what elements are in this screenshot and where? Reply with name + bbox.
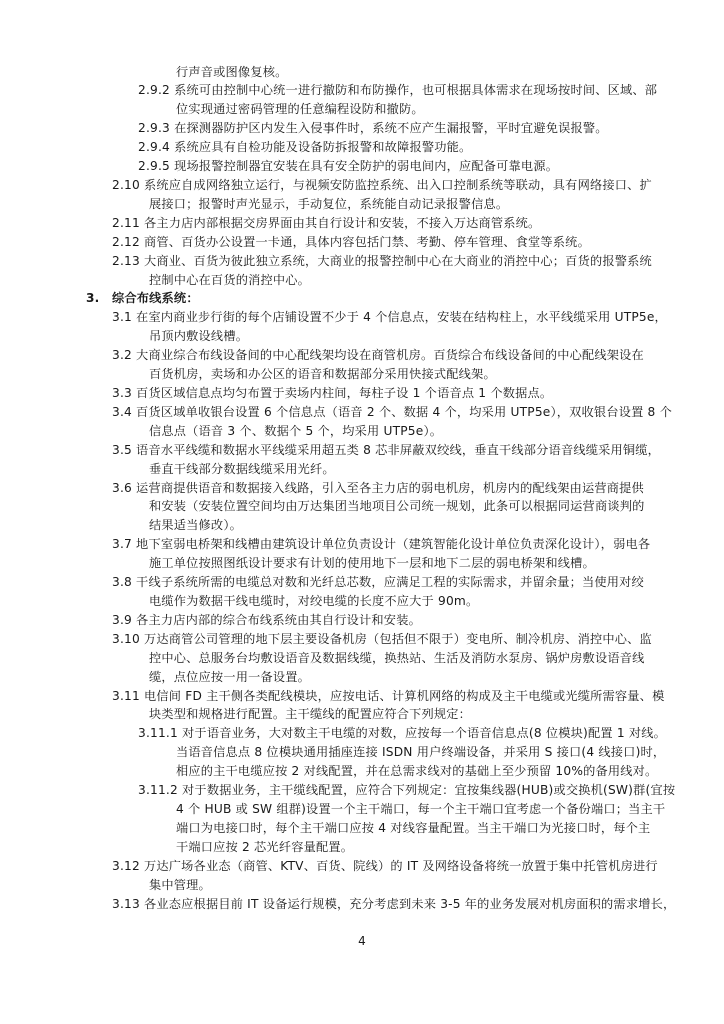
text-line: 端口为电接口时，每个主干端口应按 4 对线容量配置。当主干端口为光接口时，每个主 xyxy=(176,820,651,835)
text-line: 2.9.5 现场报警控制器宜安装在具有安全防护的弱电间内，应配备可靠电源。 xyxy=(138,159,559,174)
text-line: 百货机房，卖场和办公区的语音和数据部分采用快接式配线架。 xyxy=(149,367,496,382)
text-line: 3.7 地下室弱电桥架和线槽由建筑设计单位负责设计（建筑智能化设计单位负责深化设计），弱电各 xyxy=(112,537,651,552)
text-line: 块类型和规格进行配置。主干缆线的配置应符合下列规定： xyxy=(149,707,472,722)
text-line: 2.9.4 系统应具有自检功能及设备防拆报警和故障报警功能。 xyxy=(138,140,472,155)
text-line: 3.13 各业态应根据目前 IT 设备运行规模，充分考虑到未来 3-5 年的业务发展对机房面积的需求增长， xyxy=(112,896,676,911)
text-line: 展接口；报警时声光显示，手动复位，系统能自动记录报警信息。 xyxy=(149,196,509,211)
text-line: 3.2 大商业综合布线设备间的中心配线架均设在商管机房。百货综合布线设备间的中心配线架设在 xyxy=(112,348,644,363)
text-line: 控制中心在百货的消控中心。 xyxy=(149,272,311,287)
text-line: 吊顶内敷设线槽。 xyxy=(149,329,249,344)
text-line: 3.6 运营商提供语音和数据接入线路，引入至各主力店的弱电机房，机房内的配线架由运营商提供 xyxy=(112,480,644,495)
text-line: 垂直干线部分数据线缆采用光纤。 xyxy=(149,461,335,476)
text-line: 当语音信息点 8 位模块通用插座连接 ISDN 用户终端设备，并采用 S 接口(4 线接口)时， xyxy=(176,745,666,760)
text-line: 2.11 各主力店内部根据交房界面由其自行设计和安装，不接入万达商管系统。 xyxy=(112,215,541,230)
text-line: 相应的主干电缆应按 2 对线配置，并在总需求线对的基础上至少预留 10%的备用线对。 xyxy=(176,764,658,779)
text-line: 3.9 各主力店内部的综合布线系统由其自行设计和安装。 xyxy=(112,612,421,627)
text-line: 3.11 电信间 FD 主干侧各类配线模块，应按电话、计算机网络的构成及主干电缆或光缆所需容量、模 xyxy=(112,688,665,703)
section-title: 综合布线系统： xyxy=(112,291,199,306)
text-line: 3.12 万达广场各业态（商管、KTV、百货、院线）的 IT 及网络设备将统一放置于集中托管机房进行 xyxy=(112,858,658,873)
text-line: 集中管理。 xyxy=(149,877,211,892)
text-line: 3.11.1 对于语音业务，大对数主干电缆的对数，应按每一个语音信息点(8 位模块)配置 1 对线。 xyxy=(138,726,667,741)
text-line: 结果适当修改）。 xyxy=(149,518,242,533)
text-line: 3.4 百货区域单收银台设置 6 个信息点（语音 2 个、数据 4 个，均采用 UTP5e），双收银台设置 8 个 xyxy=(112,404,672,419)
text-line: 控中心、总服务台均敷设语音及数据线缆，换热站、生活及消防水泵房、锅炉房敷设语音线 xyxy=(149,650,645,665)
text-line: 2.9.2 系统可由控制中心统一进行撤防和布防操作，也可根据具体需求在现场按时间、区域、部 xyxy=(138,83,658,98)
text-line: 3.3 百货区域信息点均匀布置于卖场内柱间，每柱子设 1 个语音点 1 个数据点。 xyxy=(112,386,553,400)
text-line: 2.9.3 在探测器防护区内发生入侵事件时，系统不应产生漏报警，平时宜避免误报警。 xyxy=(138,121,608,136)
text-line: 施工单位按照图纸设计要求有计划的使用地下一层和地下二层的弱电桥架和线槽。 xyxy=(149,556,595,571)
text-line: 3.11.2 对于数据业务，主干缆线配置，应符合下列规定：宜按集线器(HUB)或交换机(SW)群(宜按 xyxy=(138,783,676,798)
text-line: 3.5 语音水平线缆和数据水平线缆采用超五类 8 芯非屏蔽双绞线，垂直干线部分语音线缆采用铜缆， xyxy=(112,442,661,457)
text-line: 干端口应按 2 芯光纤容量配置。 xyxy=(176,839,354,854)
section-number: 3. xyxy=(86,291,100,306)
text-line: 4 个 HUB 或 SW 组群)设置一个主干端口，每一个主干端口宜考虑一个备份端口；当主干 xyxy=(176,802,666,816)
text-line: 3.1 在室内商业步行街的每个店铺设置不少于 4 个信息点，安装在结构柱上，水平线缆采用 UTP5e， xyxy=(112,310,667,325)
text-line: 2.10 系统应自成网络独立运行，与视频安防监控系统、出入口控制系统等联动，具有网络接口、扩 xyxy=(112,178,652,192)
text-line: 3.8 干线子系统所需的电缆总对数和光纤总芯数，应满足工程的实际需求，并留余量；当使用对绞 xyxy=(112,575,644,590)
text-line: 位实现通过密码管理的任意编程设防和撤防。 xyxy=(176,102,424,117)
text-line: 3.10 万达商管公司管理的地下层主要设备机房（包括但不限于）变电所、制冷机房、消控中心、监 xyxy=(112,631,652,646)
section-heading xyxy=(86,289,199,308)
text-line: 电缆作为数据干线电缆时，对绞电缆的长度不应大于 90m。 xyxy=(149,594,479,608)
text-line: 和安装（安装位置空间均由万达集团当地项目公司统一规划，此条可以根据同运营商谈判的 xyxy=(149,499,645,514)
text-line: 2.12 商管、百货办公设置一卡通，具体内容包括门禁、考勤、停车管理、食堂等系统。 xyxy=(112,234,590,249)
text-line: 行声音或图像复核。 xyxy=(176,64,288,79)
page-number: 4 xyxy=(358,934,366,948)
text-line: 信息点（语音 3 个、数据个 5 个，均采用 UTP5e）。 xyxy=(149,423,443,438)
text-line: 缆，点位应按一用一备设置。 xyxy=(149,669,311,684)
text-line: 2.13 大商业、百货为彼此独立系统，大商业的报警控制中心在大商业的消控中心；百货的报警系统 xyxy=(112,253,652,268)
